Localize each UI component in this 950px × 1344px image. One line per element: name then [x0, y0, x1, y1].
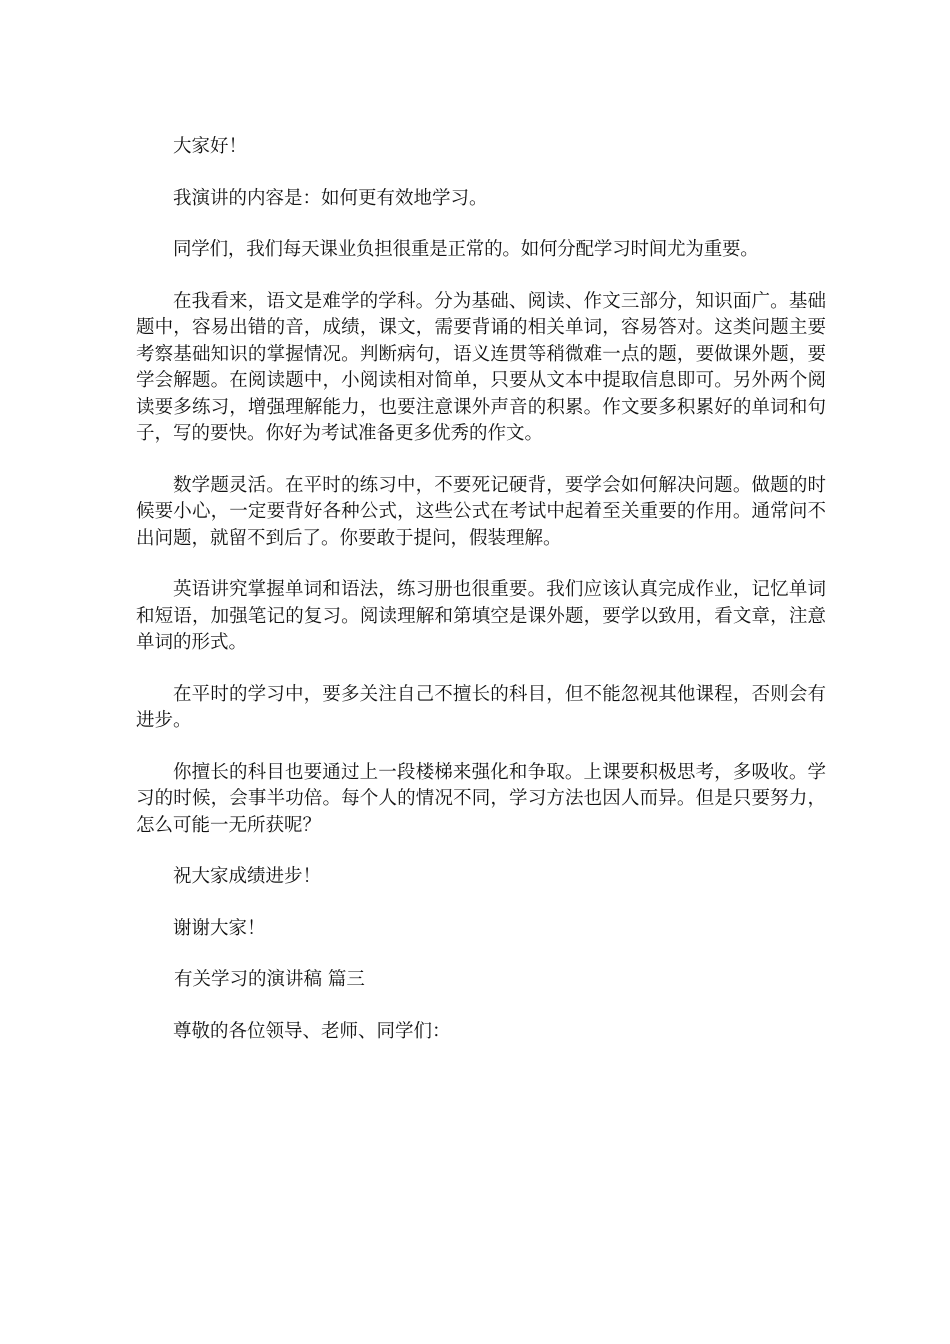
- math-subject-paragraph: 数学题灵活。在平时的练习中，不要死记硬背，要学会如何解决问题。做题的时候要小心，一定要背好各种公式，这些公式在考试中起着至关重要的作用。通常问不出问题，就留不到后了。你要敢于提问，假装理解。: [136, 474, 826, 549]
- intro-paragraph: 同学们，我们每天课业负担很重是正常的。如何分配学习时间尤为重要。: [173, 239, 759, 260]
- strong-subjects-paragraph: 你擅长的科目也要通过上一段楼梯来强化和争取。上课要积极思考，多吸收。学习的时候，会事半功倍。每个人的情况不同，学习方法也因人而异。但是只要努力，怎么可能一无所获呢？: [136, 761, 826, 836]
- topic-paragraph: 我演讲的内容是：如何更有效地学习。: [173, 187, 488, 209]
- wishes-paragraph: 祝大家成绩进步！: [173, 866, 322, 887]
- section-heading: 有关学习的演讲稿 篇三: [174, 969, 365, 990]
- thanks-paragraph: 谢谢大家！: [173, 917, 266, 939]
- salutation-paragraph: 尊敬的各位领导、老师、同学们：: [173, 1020, 451, 1042]
- greeting-paragraph: 大家好！: [173, 136, 248, 157]
- document-body: [136, 134, 826, 1070]
- chinese-subject-paragraph: 在我看来，语文是难学的学科。分为基础、阅读、作文三部分，知识面广。基础题中，容易出错的音，成绩，课文，需要背诵的相关单词，容易答对。这类问题主要考察基础知识的掌握情况。判断病句，语义连贯等稍微难一点的题，要做课外题，要学会解题。在阅读题中，小阅读相对简单，只要从文本中提取信息即可。另外两个阅读要多练习，增强理解能力，也要注意课外声音的积累。作文要多积累好的单词和句子，写的要快。你好为考试准备更多优秀的作文。: [136, 290, 826, 444]
- weak-subjects-paragraph: 在平时的学习中，要多关注自己不擅长的科目，但不能忽视其他课程，否则会有进步。: [136, 683, 826, 731]
- english-subject-paragraph: 英语讲究掌握单词和语法，练习册也很重要。我们应该认真完成作业，记忆单词和短语，加强笔记的复习。阅读理解和第填空是课外题，要学以致用，看文章，注意单词的形式。: [136, 579, 826, 653]
